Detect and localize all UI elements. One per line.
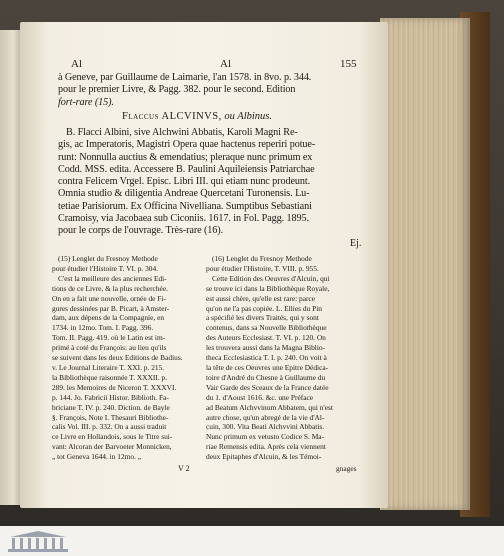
text-line: Cramoisy, via Jacobaea sub Ciconiis. 1617. in Fol. Pagg. 1895. bbox=[58, 213, 309, 225]
note-line: §. François, Note I. Thesauri Bibliothe- bbox=[52, 412, 169, 422]
text-line: fort-rare (15). bbox=[58, 96, 114, 108]
text-line: Codd. MSS. edita. Accessere B. Paulini Aquileiensis Patriarchae bbox=[58, 163, 315, 175]
page-block-edge bbox=[380, 18, 470, 510]
note-line: gures dessinées par B. Picart, à Amster- bbox=[52, 303, 170, 313]
note-line: Nunc primum ex vetusto Codice S. Ma- bbox=[206, 432, 325, 442]
note-line: Tom. II. Pagg. 419. où le Latin est im- bbox=[52, 333, 166, 343]
previous-entry bbox=[58, 72, 368, 109]
note-line: Cette Edition des Oeuvres d'Alcuin, qui bbox=[212, 273, 330, 283]
page-number: 155 bbox=[340, 58, 357, 70]
note-line: v. Le Journal Literaire T. XXI. p. 215. bbox=[52, 362, 165, 372]
text-line: contra Felicem Vrgel. Episc. Libri III. qui etiam nunc prodeunt. bbox=[58, 176, 311, 188]
note-line: est aussi chère, qu'elle est rare: parce bbox=[206, 293, 316, 303]
catchword: Ej. bbox=[350, 238, 362, 249]
note-line: 1734. in 12mo. Tom. I. Pagg. 396. bbox=[52, 323, 154, 333]
note-line: ce Livre en Hollandois, sous le Titre sui- bbox=[52, 432, 173, 442]
note-line: Vair Garde des Sceaux de la France datée bbox=[206, 382, 329, 392]
note-line: pour étudier l'Histoire T. VI. p. 304. bbox=[52, 263, 159, 273]
text-line: pour le premier Livre, & Pagg. 382. pour le second. Edition bbox=[58, 84, 296, 96]
text-line: à Geneve, par Guillaume de Laimarie, l'an 1578. in 8vo. p. 344. bbox=[58, 72, 312, 83]
note-line: la Bibliothèque raisonnée T. XXXII. p. bbox=[52, 372, 168, 382]
main-entry bbox=[58, 127, 368, 238]
note-line: C'est la meilleure des anciennes Edi- bbox=[58, 273, 167, 283]
note-line: riae Remensis edita. Après cela viennent bbox=[206, 442, 326, 452]
footnote-15 bbox=[52, 254, 183, 462]
note-line: qu'on ne l'a pas copiée. L. Ellies du Pin bbox=[206, 303, 322, 313]
note-line: 289. les Memoires de Niceron T. XXXVI. bbox=[52, 382, 177, 392]
note-line: briciane T. IV. p. 240. Diction. de Bayle bbox=[52, 402, 170, 412]
note-line: se suivent dans les deux Editions de Badius. bbox=[52, 353, 183, 363]
note-line: les trouvera aussi dans la Magna Biblio- bbox=[206, 343, 326, 353]
note-line: tions de ce Livre, & la plus recherchée. bbox=[52, 283, 168, 293]
footer-bar bbox=[0, 526, 504, 556]
note-line: contenus, dans sa Nouvelle Bibliothèque bbox=[206, 323, 327, 333]
note-line: dam, aux dépens de la Compagnie, en bbox=[52, 313, 165, 323]
heading-name: Flaccus ALCVINVS, bbox=[122, 111, 222, 122]
text-line: tetiae Parisiorum. Ex Officina Nivelliana. Sumptibus Sebastiani bbox=[58, 200, 312, 212]
note-line: On en a fait une nouvelle, ornée de Fi- bbox=[52, 293, 166, 303]
text-line: gis, ac Imperatoris, Magistri Opera quae hactenus reperiri potue- bbox=[58, 139, 316, 151]
note-line: la tête de ces Oeuvres une Epitre Dédica- bbox=[206, 362, 329, 372]
text-line: pour le corps de l'ouvrage. Très-rare (16). bbox=[58, 225, 224, 237]
note-line: (16) Lenglet du Fresnoy Methode bbox=[212, 254, 312, 263]
heading-alt: ou Albinus. bbox=[224, 111, 272, 122]
running-head-center: Al bbox=[220, 58, 231, 70]
note-line: deux Epitaphes d'Alcuin, & les Témoi- bbox=[206, 452, 322, 462]
note-line: du 1. d'Aoust 1616. &c. une Préface bbox=[206, 392, 314, 402]
note-line: toire d'André du Chesne à Guillaume du bbox=[206, 372, 326, 382]
text-line: runt: Nonnulla auctius & emendatius; pleraque nunc primum ex bbox=[58, 151, 313, 163]
entry-heading bbox=[122, 111, 272, 122]
note-line: autre chose, qu'un abregé de la vie d'Al- bbox=[206, 412, 325, 422]
footnote-catchword: gnages bbox=[336, 464, 357, 473]
note-line: se trouve ici dans la Bibliothèque Royale, bbox=[206, 283, 330, 293]
signature-mark: V 2 bbox=[178, 464, 190, 473]
note-line: vant: Alcoran der Barvoeter Monnicken, bbox=[52, 442, 172, 452]
note-line: a spécifié les divers Traités, qui y sont bbox=[206, 313, 319, 323]
running-head-left: Al bbox=[71, 58, 82, 70]
note-line: calis Vol. III. p. 332. On a aussi traduit bbox=[52, 422, 167, 432]
note-line: des Auteurs Ecclesiast. T. VI. p. 120. On bbox=[206, 333, 326, 343]
footnote-16 bbox=[206, 254, 333, 462]
note-line: (15) Lenglet du Fresnoy Methode bbox=[58, 254, 158, 263]
note-line: cuin, 300. Vita Beati Alchvvini Abbatis. bbox=[206, 422, 325, 432]
library-building-icon bbox=[6, 529, 70, 553]
note-line: primé à coté du François: au lieu qu'ils bbox=[52, 343, 167, 353]
note-line: „ tot Geneva 1644. in 12mo. „ bbox=[52, 452, 142, 462]
text-line: B. Flacci Albini, sive Alchwini Abbatis, Karoli Magni Re- bbox=[66, 127, 298, 138]
note-line: ad Beatum Alchvvinum Abbatem, qui n'est bbox=[206, 402, 333, 412]
note-line: theca Ecclesiastica T. I. p. 240. On voit à bbox=[206, 353, 327, 363]
note-line: p. 144. Jo. Fabricii Histor. Biblioth. Fa- bbox=[52, 392, 169, 402]
note-line: pour étudier l'Histoire, T. VIII. p. 955. bbox=[206, 263, 319, 273]
left-page-sliver bbox=[0, 30, 22, 505]
text-line: Omnia studio & diligentia Andreae Quercetani Turonensis. Lu- bbox=[58, 188, 310, 200]
